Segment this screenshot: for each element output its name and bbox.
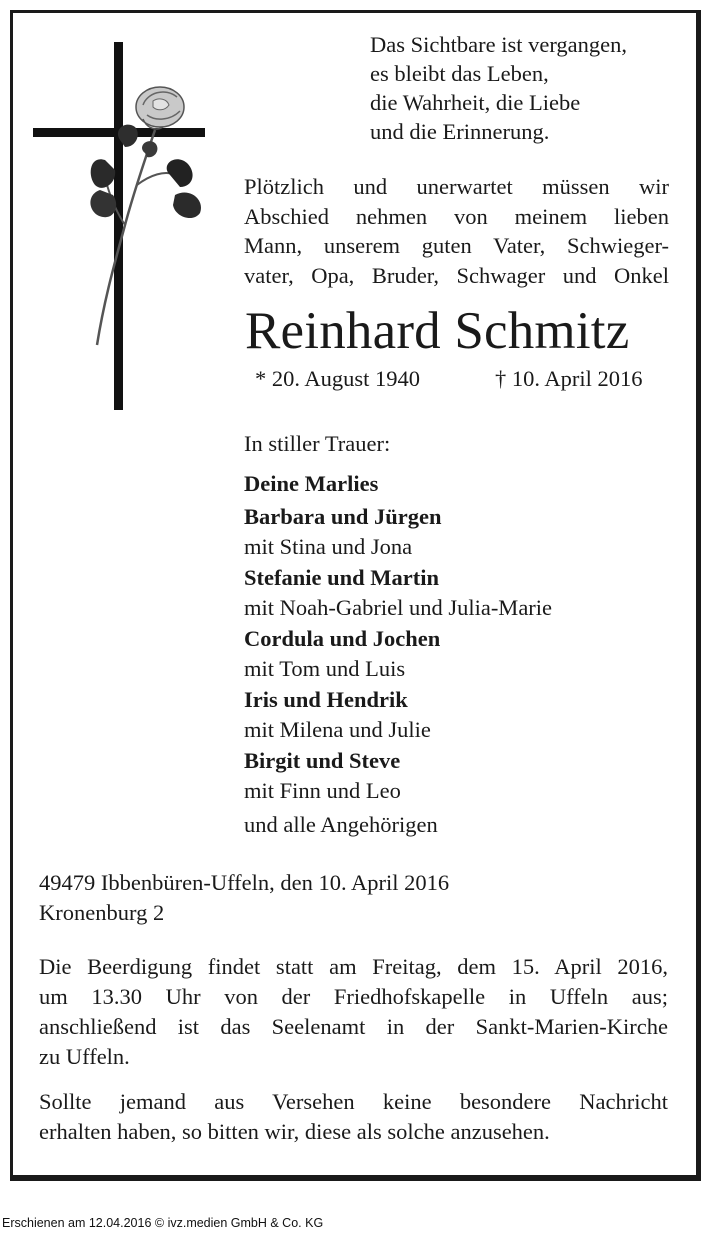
family-children: mit Tom und Luis (244, 656, 406, 681)
mourners-heading: In stiller Trauer: (244, 431, 391, 456)
intro-line: Abschied nehmen von meinem lieben (244, 203, 669, 229)
notice-line: Sollte jemand aus Versehen keine besondere Nachricht (39, 1089, 668, 1114)
family-name: Barbara und Jürgen (244, 504, 442, 529)
family-name: Stefanie und Martin (244, 565, 440, 590)
cross-with-rose-icon (25, 35, 215, 415)
intro-line: vater, Opa, Bruder, Schwager und Onkel (244, 262, 669, 288)
poem-line: es bleibt das Leben, (370, 61, 549, 86)
family-children: mit Noah-Gabriel und Julia-Marie (244, 595, 553, 620)
publication-footer: Erschienen am 12.04.2016 © ivz.medien GmbH & Co. KG (2, 1216, 324, 1230)
notice-line: erhalten haben, so bitten wir, diese als solche anzusehen. (39, 1119, 550, 1144)
family-name: Cordula und Jochen (244, 626, 441, 651)
family-name: Birgit und Steve (244, 748, 401, 773)
intro-line: Plötzlich und unerwartet müssen wir (244, 174, 669, 199)
family-children: mit Milena und Julie (244, 717, 431, 742)
deceased-name: Reinhard Schmitz (245, 302, 630, 360)
funeral-line: zu Uffeln. (39, 1044, 130, 1069)
address (39, 868, 449, 928)
family-name: Iris und Hendrik (244, 687, 408, 712)
death-date: † 10. April 2016 (495, 366, 643, 391)
family-list (244, 468, 552, 806)
other-relatives: und alle Angehörigen (244, 812, 438, 837)
poem-line: und die Erinnerung. (370, 119, 550, 144)
family-children: mit Finn und Leo (244, 778, 401, 803)
birth-date: * 20. August 1940 (255, 366, 421, 391)
funeral-line: Die Beerdigung findet statt am Freitag, dem 15. April 2016, (39, 954, 668, 979)
poem-line: Das Sichtbare ist vergangen, (370, 32, 628, 57)
poem-line: die Wahrheit, die Liebe (370, 90, 581, 115)
address-line: Kronenburg 2 (39, 900, 165, 925)
intro-text (244, 172, 669, 290)
family-children: mit Stina und Jona (244, 534, 413, 559)
intro-line: Mann, unserem guten Vater, Schwieger- (244, 233, 669, 258)
mourners (244, 430, 552, 840)
family-name: Deine Marlies (244, 471, 379, 496)
poem (370, 30, 627, 146)
funeral-line: anschließend ist das Seelenamt in der Sankt-Marien-Kirche (39, 1014, 668, 1039)
funeral-line: um 13.30 Uhr von der Friedhofskapelle in Uffeln aus; (39, 984, 668, 1009)
funeral-details (39, 952, 668, 1072)
address-line: 49479 Ibbenbüren-Uffeln, den 10. April 2016 (39, 870, 450, 895)
notice (39, 1087, 668, 1147)
